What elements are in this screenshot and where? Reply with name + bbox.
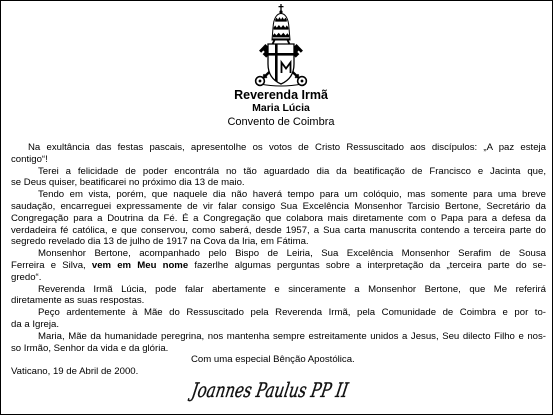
letter-body (11, 142, 546, 378)
recipient-address: Convento de Coimbra (227, 116, 335, 128)
papal-coat-of-arms-icon (251, 4, 311, 88)
body-line: diretamente as suas respostas. (11, 295, 145, 307)
body-line: saudação, encarreguei expressamente de vir falar consigo Sua Excelência Monsenhor Tarcisio Bertone, Secretário da (11, 200, 546, 212)
body-line: Congregação para a Doutrina da Fé. É a Congregação que colabora mais diretamente com o Papa para a defesa da (11, 212, 546, 224)
body-line: gredo“. (11, 271, 42, 283)
shield (268, 44, 294, 86)
body-line: segredo revelado dia 13 de julho de 1917 na Cova da Iria, em Fátima. (11, 236, 309, 248)
body-line: verdadeira fé católica, e que conservou, como saberá, desde 1957, a Sua carta manuscrita contendo a terceira parte do (11, 224, 546, 236)
salutation-title: Reverenda Irmã (234, 88, 328, 102)
paragraph-mary (11, 331, 546, 355)
paragraph-answers (11, 284, 546, 308)
paragraph-prayer (11, 307, 546, 331)
place-and-date: Vaticano, 19 de Abril de 2000. (11, 366, 139, 378)
paragraph-questions (11, 248, 546, 283)
body-line: so Irmão, Senhor da vida e da glória. (11, 342, 169, 354)
closing-blessing: Com uma especial Bênção Apostólica. (191, 354, 355, 366)
recipient-name: Maria Lúcia (252, 102, 310, 114)
body-line: da a Igreja. (11, 318, 60, 330)
body-text: fazerlhe algumas perguntas sobre a interpretação da „terceira parte do se- (188, 259, 546, 271)
signature (186, 373, 403, 405)
body-line: Terei a felicidade de poder encontrála no tão aguardado dia da beatificação de Francisco e Jacinta que, (38, 165, 546, 177)
paragraph-greeting (11, 142, 546, 166)
body-line: contigo“! (11, 153, 48, 165)
body-line: se Deus quiser, beatificarei no próximo dia 13 de maio. (11, 177, 245, 189)
body-text: Ferreira e Silva, (11, 259, 92, 271)
paragraph-envoy (11, 189, 546, 248)
body-line: Peço ardentemente à Mãe do Ressuscitado pela Reverenda Irmã, pela Comunidade de Coimbra e por to- (38, 307, 546, 319)
body-line: Na exultância das festas pascais, apresentolhe os votos de Cristo Ressuscitado aos discípulos: „A paz esteja (28, 142, 546, 153)
body-line: Tendo em vista, porém, que naquele dia não haverá tempo para um colóquio, mas somente para uma breve (38, 189, 546, 201)
paragraph-beatification (11, 166, 546, 190)
body-line: Monsenhor Bertone, acompanhado pelo Bispo de Leiria, Sua Excelência Monsenhor Serafim de Sousa (38, 248, 546, 260)
body-line: Reverenda Irmã Lúcia, pode falar abertamente e sinceramente a Monsenhor Bertone, que Me referirá (38, 283, 546, 295)
body-line (11, 260, 546, 272)
body-line: Maria, Mãe da humanidade peregrina, nos mantenha sempre estreitamente unidos a Jesus, Seu dilecto Filho e nos- (38, 330, 546, 342)
signature-text: Joannes Paulus PP II (189, 378, 403, 402)
emphasized-text: vem em Meu nome (91, 259, 189, 271)
